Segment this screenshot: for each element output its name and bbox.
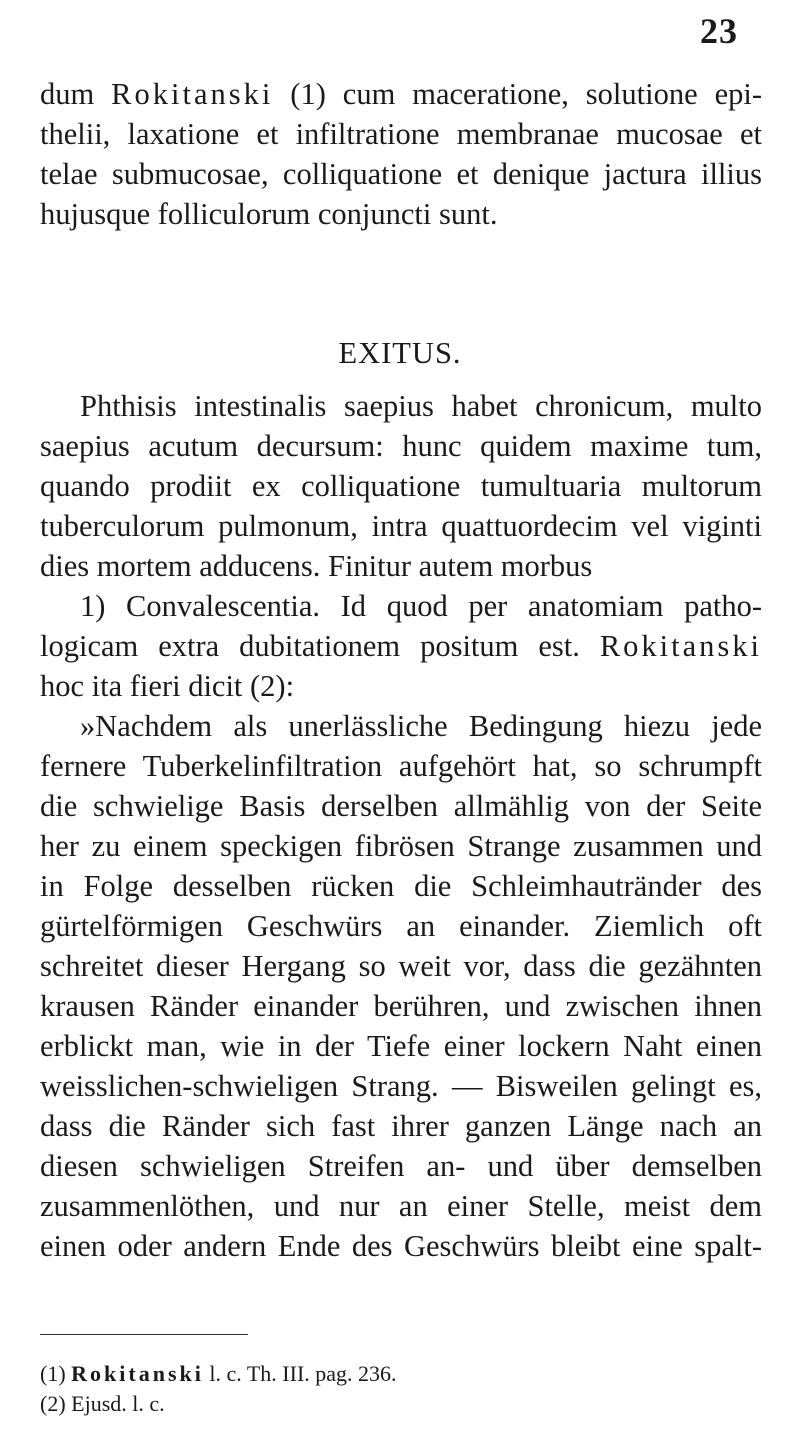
text-line: tuberculorum pulmonum, intra quattuordecim vel viginti: [40, 509, 762, 543]
quote-line: her zu einem speckigen fibrösen Strange zusammen und: [40, 829, 762, 863]
footnote-rule: [40, 1334, 248, 1335]
author-name: Rokitanski: [111, 77, 274, 111]
text-line: dies mortem adducens. Finitur autem morbus: [40, 549, 593, 583]
text-line: saepius acutum decursum: hunc quidem maxime tum,: [40, 429, 762, 463]
text-line: 1) Convalescentia. Id quod per anatomiam patho-: [80, 589, 762, 623]
footnote-1: (1) Rokitanski l. c. Th. III. pag. 236.: [40, 1361, 397, 1386]
text-line: Phthisis intestinalis saepius habet chronicum, multo: [80, 389, 762, 423]
text-line: telae submucosae, colliquatione et denique jactura illius: [40, 157, 762, 191]
text-line: quando prodiit ex colliquatione tumultuaria multorum: [40, 469, 762, 503]
text-line: thelii, laxatione et infiltratione membranae mucosae et: [40, 117, 762, 151]
author-name: Rokitanski: [599, 629, 762, 663]
author-name: Rokitanski: [71, 1361, 204, 1386]
text-line: dum Rokitanski (1) cum maceratione, solutione epi-: [40, 77, 762, 111]
page-number: 23: [700, 11, 738, 51]
quote-line: »Nachdem als unerlässliche Bedingung hiezu jede: [80, 709, 762, 743]
quote-line: gürtelförmigen Geschwürs an einander. Ziemlich oft: [40, 909, 762, 943]
text-line: hujusque folliculorum conjuncti sunt.: [40, 197, 498, 231]
quote-line: schreitet dieser Hergang so weit vor, dass die gezähnten: [40, 949, 762, 983]
quote-line: in Folge desselben rücken die Schleimhautränder des: [40, 869, 762, 903]
quote-line: zusammenlöthen, und nur an einer Stelle, meist dem: [40, 1189, 762, 1223]
section-heading: EXITUS.: [338, 336, 462, 370]
text-line: hoc ita fieri dicit (2):: [40, 669, 295, 703]
quote-line: diesen schwieligen Streifen an- und über demselben: [40, 1149, 762, 1183]
footnote-2: (2) Ejusd. l. c.: [40, 1391, 165, 1416]
quote-line: erblickt man, wie in der Tiefe einer lockern Naht einen: [40, 1029, 762, 1063]
quote-line: weisslichen-schwieligen Strang. — Bisweilen gelingt es,: [40, 1069, 762, 1103]
quote-line: die schwielige Basis derselben allmählig von der Seite: [40, 789, 762, 823]
quote-line: einen oder andern Ende des Geschwürs bleibt eine spalt-: [40, 1229, 762, 1263]
quote-line: krausen Ränder einander berühren, und zwischen ihnen: [40, 989, 762, 1023]
quote-line: fernere Tuberkelinfiltration aufgehört hat, so schrumpft: [40, 749, 762, 783]
quote-line: dass die Ränder sich fast ihrer ganzen Länge nach an: [40, 1109, 762, 1143]
text-line: logicam extra dubitationem positum est. Rokitanski: [40, 629, 762, 663]
